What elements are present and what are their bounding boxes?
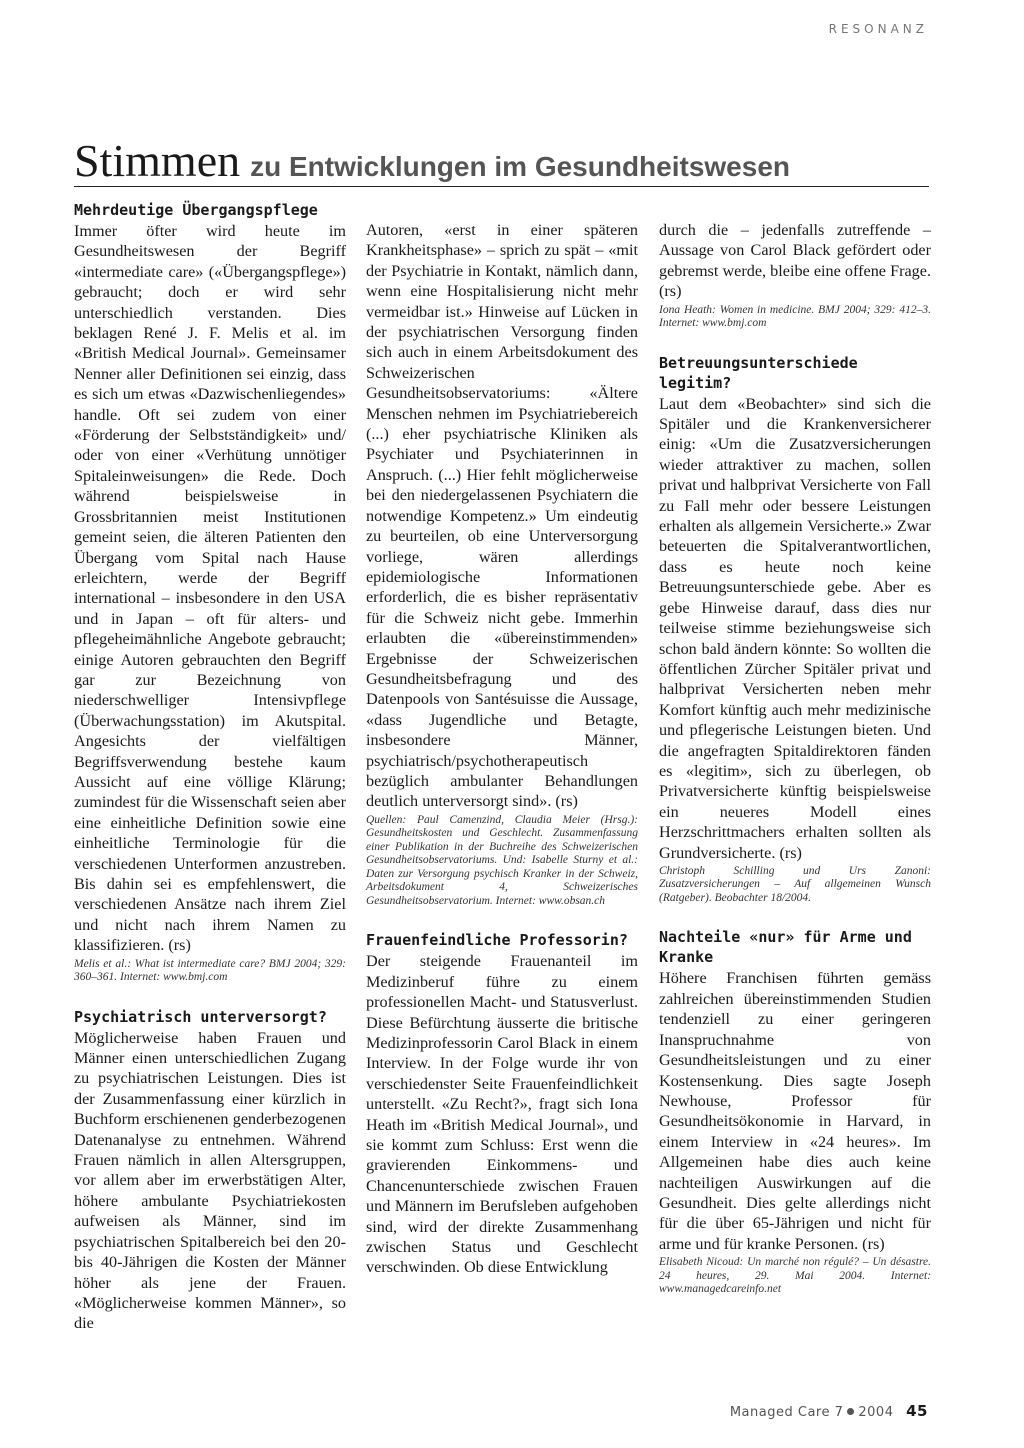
article-body: Möglicherweise haben Frauen und Männer einen unterschiedlichen Zugang zu psychiatrischen Leistungen. Dies ist der Zusammenfassung einer kürzlich in Buchform erschienenen genderbezogenen Datenanalyse zu entnehmen. Während Frauen nämlich in allen Altersgruppen, vor allem aber im erwerbstätigen Alter, höhere ambulante Psychiatriekosten aufweisen als Männer, sind im psychiatrischen Spitalbereich bei den 20- bis 40-Jährigen die Kosten der Männer höher als jene der Frauen. «Möglicherweise kommen Männer», so die [74, 1028, 346, 1333]
article-source: Iona Heath: Women in medicine. BMJ 2004; 329: 412–3. Internet: www.bmj.com [659, 303, 931, 330]
article-body-continued: durch die – jedenfalls zutreffende – Aussage von Carol Black gefördert oder gebremst werde, bleibe eine offene Frage. (rs) [659, 221, 931, 301]
article-source: Christoph Schilling und Urs Zanoni: Zusatzversicherungen – Auf allgemeinen Wunsch (Ratgeber). Beobachter 18/2004. [659, 864, 931, 904]
article-betreuung [659, 353, 931, 906]
journal-name: Managed Care [729, 1405, 830, 1420]
section-tag: RESONANZ [828, 22, 928, 36]
issue-year: 2004 [858, 1405, 894, 1420]
article-body: Höhere Franchisen führten gemäss zahlreichen übereinstimmenden Studien tendenziell zu einer geringeren Inanspruchnahme von Gesundheitsleistungen und zu einer Kostensenkung. Dies sagte Joseph Newhouse, Professor für Gesundheitsökonomie in Harvard, in einem Interview in «24 heures». Im Allgemeinen habe dies auch keine nachteiligen Auswirkungen auf die Gesundheit. Dies gelte allerdings nicht für die über 65-Jährigen und nicht für arme und für kranke Personen. (rs) [659, 969, 931, 1253]
title-sub: zu Entwicklungen im Gesundheitswesen [250, 151, 790, 182]
article-heading: Nachteile «nur» für Arme und Kranke [659, 928, 912, 967]
article-source: Elisabeth Nicoud: Un marché non régulé? – Un désastre. 24 heures, 29. Mai 2004. Internet: www.managedcareinfo.net [659, 1256, 931, 1296]
article-source: Quellen: Paul Camenzind, Claudia Meier (Hrsg.): Gesundheitskosten und Geschlecht. Zusammenfassung einer Publikation in der Buchreihe des Schweizerischen Gesundheitsobservatoriums. Und: Isabelle Sturny et al.: Daten zur Versorgung psychisch Kranker in der Schweiz, Arbeitsdokument 4, Schweizerisches Gesundheitsobservatorium. Internet: www.obsan.ch [366, 813, 638, 907]
article-frauenfeindlich-continued [659, 220, 931, 331]
article-body-continued: Autoren, «erst in einer späteren Krankheitsphase» – sprich zu spät – «mit der Psychiatrie in Kontakt, nämlich dann, wenn eine Hospitalisierung nicht mehr vermeidbar ist.» Hinweise auf Lücken in der psychiatrischen Versorgung finden sich auch in einem Arbeitsdokument des Schweizerischen Gesundheitsobservatoriums: «Ältere Menschen nehmen im Psychiatriebereich (...) eher psychiatrische Kliniken als Psychiater und Psychiaterinnen in Anspruch. (...) Hier fehlt möglicherweise bei den niedergelassenen Psychiatern die notwendige Kompetenz.» Um eindeutig zu beurteilen, ob eine Unterversorgung vorliege, wären allerdings epidemiologische Informationen erforderlich, die es bisher repräsentativ für die Schweiz nicht gebe. Immerhin erlaubten die «übereinstimmenden» Ergebnisse der Schweizerischen Gesundheitsbefragung und des Datenpools von Santésuisse die Aussage, «dass Jugendliche und Betagte, insbesondere Männer, psychiatrisch/psychotherapeutisch bezüglich ambulanter Behandlungen deutlich unterversorgt sind». (rs) [366, 221, 638, 811]
article-heading: Betreuungsunterschiede legitim? [659, 353, 858, 392]
column-2 [366, 200, 638, 1300]
article-body: Laut dem «Beobachter» sind sich die Spitäler und die Krankenversicherer einig: «Um die Zusatzversicherungen wieder attraktiver zu machen, sollen privat und halbprivat Versicherte von Fall zu Fall mehr oder bessere Leistungen erhalten als allgemein Versicherte.» Zwar beteuerten die Spitalverantwortlichen, dass es heute noch keine Betreuungsunterschiede gebe. Aber es gebe Hinweise darauf, dass dies nur teilweise stimme beziehungsweise sich schon bald ändern könnte: So wollten die öffentlichen Zürcher Spitäler privat und halbprivat Versicherten neben mehr Komfort künftig auch mehr medizinische und pflegerische Leistungen bieten. Und die angefragten Spitaldirektoren fänden es «legitim», sich zu überlegen, ob Privatversicherte künftig beispielsweise ein neueres Modell eines Herzschrittmachers erhalten sollten als Grundversicherte. (rs) [659, 394, 931, 862]
article-heading: Mehrdeutige Übergangspflege [74, 201, 318, 219]
article-frauenfeindlich [366, 930, 638, 1278]
page-footer [730, 1402, 928, 1420]
article-psychiatrie-continued [366, 220, 638, 908]
issue-number: 7 [834, 1405, 844, 1420]
article-heading: Psychiatrisch unterversorgt? [74, 1007, 327, 1026]
article-body: Immer öfter wird heute im Gesundheitswesen der Begriff «intermediate care» («Übergangspflege») gebraucht; doch er wird sehr unterschiedlich verstanden. Dies beklagen René J. F. Melis et al. im «British Medical Journal». Gemeinsamer Nenner aller Definitionen sei einzig, dass es sich um etwas «Dazwischenliegendes» handle. Oft sei zudem von einer «Förderung der Selbstständigkeit» und/ oder von einer «Verhütung unnötiger Spitaleinweisungen» die Rede. Doch während beispielsweise in Grossbritannien meist Institutionen gemeint seien, die älteren Patienten den Übergang vom Spital nach Hause erleichtern, werde der Begriff international – insbesondere in den USA und in Japan – oft für alters- und pflegeheimähnliche Angebote gebraucht; einige Autoren gebrauchten den Begriff gar zur Bezeichnung von niederschwelliger Intensivpflege (Überwachungsstation) im Akutspital. Angesichts der vielfältigen Begriffsverwendung bestehe kaum Aussicht auf eine völlige Klärung; zumindest für die Wissenschaft seien aber eine einheitliche Definition sowie eine einheitliche Terminologie für die verschiedenen Unterformen anzustreben. Bis dahin sei es empfehlenswert, die verschiedenen Ansätze nach ihrem Ziel und nicht nach ihrem Namen zu klassifizieren. (rs) [74, 222, 346, 955]
page-number: 45 [906, 1402, 928, 1420]
article-source: Melis et al.: What ist intermediate care? BMJ 2004; 329: 360–361. Internet: www.bmj.com [74, 957, 346, 984]
column-3 [659, 200, 931, 1319]
title-main: Stimmen [74, 135, 241, 186]
article-nachteile [659, 927, 931, 1296]
bullet-icon [847, 1408, 854, 1415]
column-1 [74, 200, 346, 1356]
article-heading: Frauenfeindliche Professorin? [366, 931, 628, 950]
article-psychiatrie [74, 1007, 346, 1334]
article-body: Der steigende Frauenanteil im Medizinberuf führe zu einem professionellen Macht- und Statusverlust. Diese Befürchtung äusserte die britische Medizinprofessorin Carol Black in einem Interview. In der Folge wurde ihr von verschiedenster Seite Frauenfeindlichkeit unterstellt. «Zu Recht?», fragt sich Iona Heath im «British Medical Journal», und sie kommt zum Schluss: Erst wenn die gravierenden Einkommens- und Chancenunterschiede zwischen Frauen und Männern im Berufsleben aufgehoben sind, wird der direkte Zusammenhang zwischen Status und Geschlecht verschwinden. Ob diese Entwicklung [366, 952, 638, 1277]
article-uebergangspflege [74, 200, 346, 985]
page-title [74, 136, 929, 187]
